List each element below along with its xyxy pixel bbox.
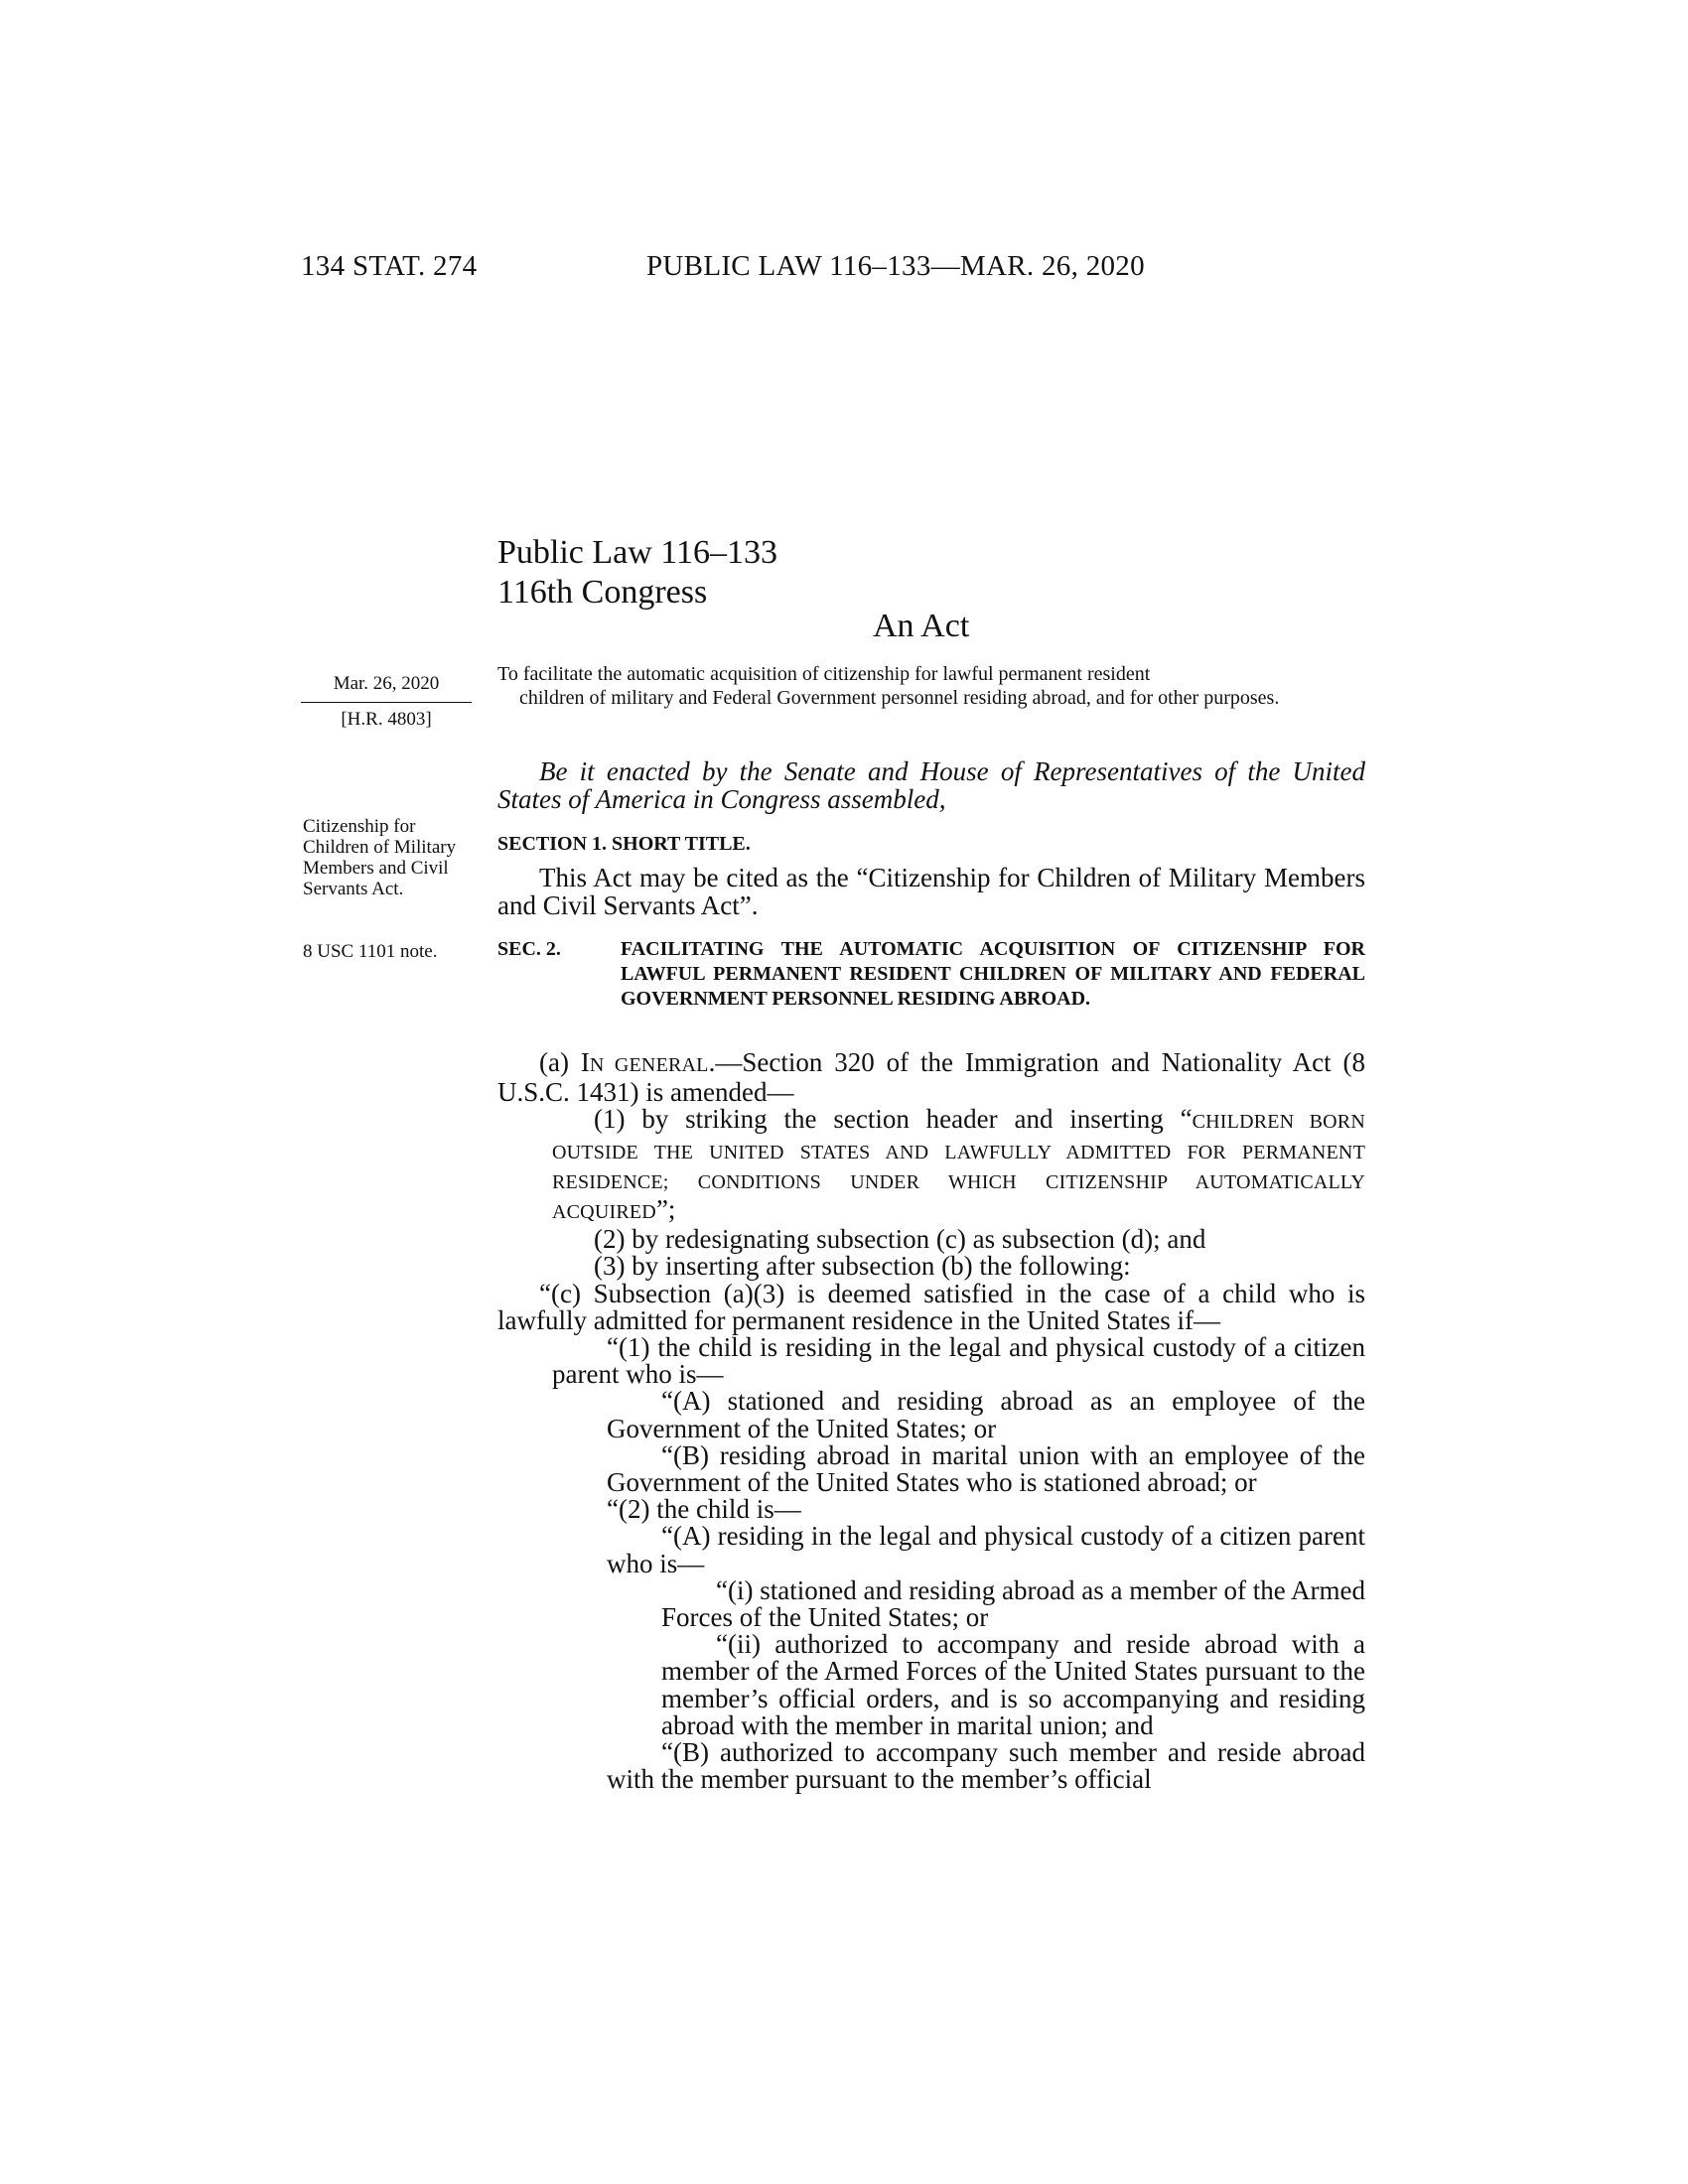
clause-c-2: “(2) the child is— (607, 1494, 801, 1525)
section-2-heading (497, 937, 1365, 1012)
clause-c-1: “(1) the child is residing in the legal and physical custody of a citizen parent who is— (552, 1332, 1365, 1390)
running-head-law-date: PUBLIC LAW 116–133—MAR. 26, 2020 (646, 250, 1145, 282)
enacting-clause: Be it enacted by the Senate and House of Representatives of the United States of America in Congress assembled, (497, 756, 1365, 814)
clause-c-2-A-ii: “(ii) authorized to accompany and reside abroad with a member of the Armed Forces of the United States pursuant to the member’s official orders, and is so accompanying and residing abroad with the member in marital union; and (661, 1629, 1365, 1740)
margin-divider (301, 702, 472, 703)
act-label: An Act (873, 608, 970, 644)
paragraph-1-caps: CHILDREN BORN OUTSIDE THE UNITED STATES AND LAWFULLY ADMITTED FOR PERMANENT RESIDENCE; CONDITIONS UNDER WHICH CITIZENSHIP AUTOMATICALLY ACQUIRED (552, 1111, 1365, 1224)
section-1-heading: SECTION 1. SHORT TITLE. (497, 833, 751, 855)
margin-short-title-note: Citizenship for Children of Military Members and Civil Servants Act. (303, 816, 457, 899)
purpose-statement (497, 663, 1365, 710)
subsection-a-caps: N GENERAL (589, 1054, 709, 1076)
section-2-title: FACILITATING THE AUTOMATIC ACQUISITION OF CITIZENSHIP FOR LAWFUL PERMANENT RESIDENT CHILDREN OF MILITARY AND FEDERAL GOVERNMENT PERSONNEL RESIDING ABROAD. (621, 938, 1365, 1010)
purpose-continuation: children of military and Federal Government personnel residing abroad, and for other purposes. (519, 686, 1280, 709)
subsection-a-text: .—Section 320 of the Immigration and Nationality Act (8 U.S.C. 1431) is amended— (497, 1047, 1365, 1108)
section-1-text: This Act may be cited as the “Citizenship for Children of Military Members and Civil Servants Act”. (497, 863, 1365, 920)
section-2-body (497, 1049, 1365, 1793)
clause-c-2-A-i: “(i) stationed and residing abroad as a member of the Armed Forces of the United States; or (661, 1574, 1365, 1633)
paragraph-3: (3) by inserting after subsection (b) the following: (594, 1251, 1131, 1282)
paragraph-1-text: (1) by striking the section header and inserting “ (594, 1104, 1193, 1135)
subsection-a-prefix: (a) I (539, 1047, 590, 1077)
margin-bill-number: [H.R. 4803] (341, 709, 432, 730)
congress-number: 116th Congress (497, 574, 708, 611)
clause-c-2-B: “(B) authorized to accompany such member and reside abroad with the member pursuant to the member’s official (607, 1737, 1365, 1795)
margin-enactment-date: Mar. 26, 2020 (333, 673, 440, 694)
paragraph-1-end: ”; (655, 1194, 676, 1225)
margin-usc-note: 8 USC 1101 note. (303, 941, 438, 962)
inserted-subsection-c: “(c) Subsection (a)(3) is deemed satisfied in the case of a child who is lawfully admitted for permanent residence in the United States if— (497, 1278, 1365, 1335)
public-law-number: Public Law 116–133 (497, 534, 778, 571)
section-2-number: SEC. 2. (497, 938, 561, 960)
paragraph-1 (552, 1106, 1365, 1226)
purpose-line-1: To facilitate the automatic acquisition of citizenship for lawful permanent resident (497, 663, 1151, 685)
clause-c-1-A: “(A) stationed and residing abroad as an employee of the Government of the United States; or (607, 1386, 1365, 1443)
page-stat-reference: 134 STAT. 274 (301, 250, 478, 282)
subsection-a (497, 1049, 1365, 1106)
clause-c-2-A: “(A) residing in the legal and physical custody of a citizen parent who is— (607, 1521, 1365, 1578)
paragraph-2: (2) by redesignating subsection (c) as subsection (d); and (594, 1224, 1206, 1255)
clause-c-1-B: “(B) residing abroad in marital union with an employee of the Government of the United States who is stationed abroad; or (607, 1439, 1365, 1498)
